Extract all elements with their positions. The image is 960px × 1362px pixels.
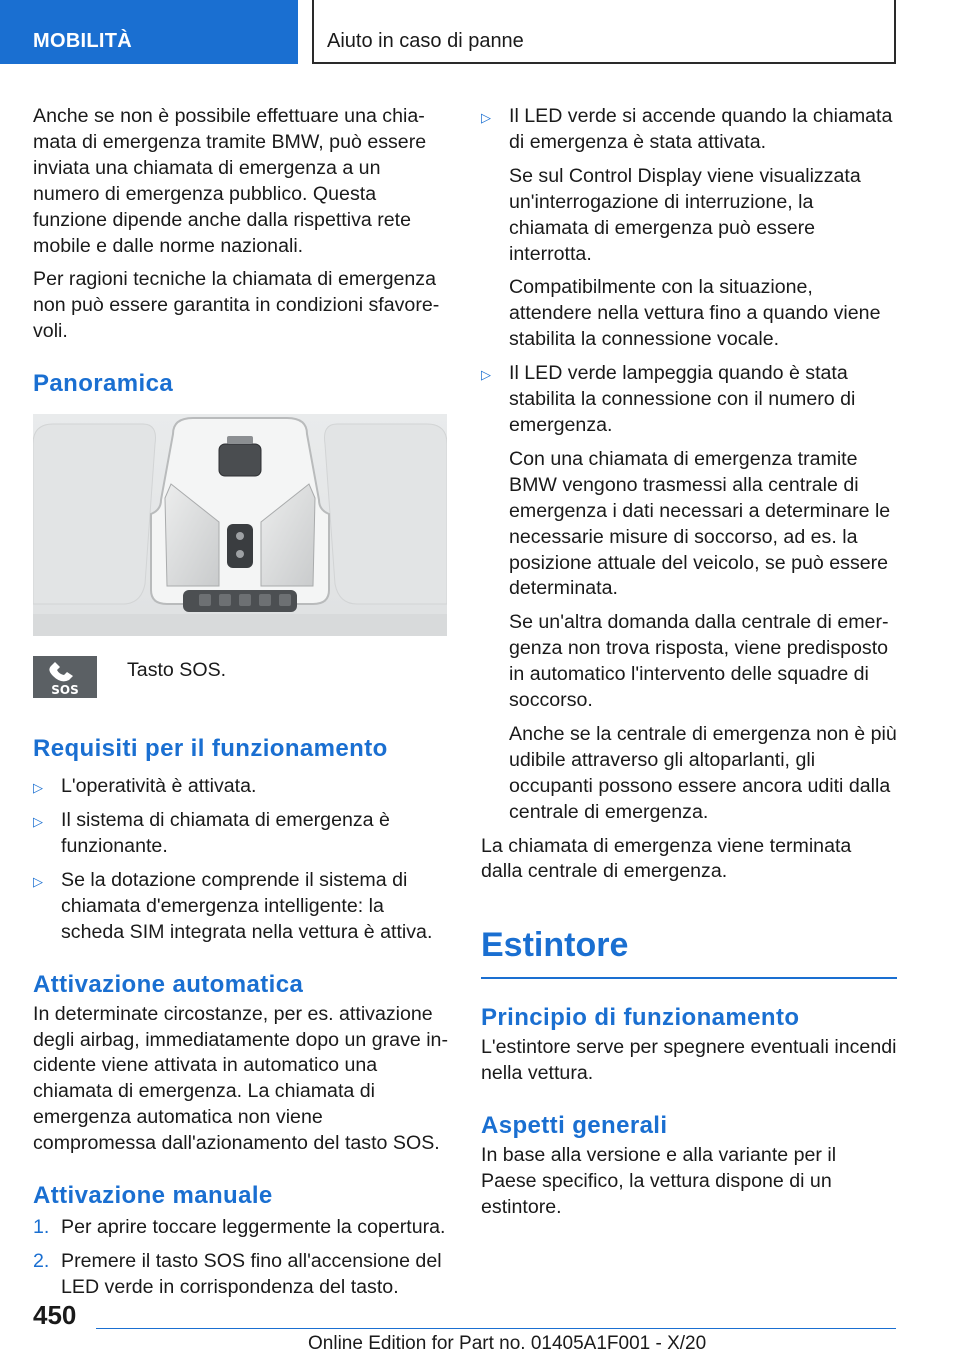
list-item-subparagraph: Anche se la centrale di emergenza non è più udibile attraverso gli altoparlanti, gli occupanti possono essere ancora uditi dalla centrale di emergenza. [509, 722, 897, 823]
right-column [481, 104, 897, 1229]
automatic-activation-text: In determinate circostanze, per es. attivazione degli airbag, immediatamente dopo un grave incidente viene attivata in automatico una chiamata di emergenza. La chiamata di emergenza automatica non viene compromessa dall'azionamento del tasto SOS. [33, 1002, 448, 1155]
step-number: 1. [33, 1216, 50, 1239]
intro-paragraph-1: Anche se non è possibile effettuare una chiamata di emergenza tramite BMW, può essere inviata una chiamata di emergenza a un numero di emergenza pubblico. Questa funzione dipende anche dalla rispettiva rete mobile e dalle norme nazionali. [33, 105, 427, 257]
general-text: In base alla versione e alla variante per il Paese specifico, la vettura dispone di un estintore. [481, 1144, 837, 1218]
requirements-list [33, 774, 449, 945]
left-column [33, 104, 449, 1309]
list-item: ▷ L'operatività è attivata. [33, 774, 449, 800]
sos-button-icon [33, 656, 97, 698]
manual-steps-list [33, 1215, 449, 1301]
overview-heading: Panoramica [33, 370, 174, 398]
section-tab: MOBILITÀ [0, 0, 298, 64]
triangle-bullet-icon: ▷ [33, 780, 43, 796]
list-item: ▷ Il sistema di chiamata di emergenza è funzionante. [33, 809, 390, 857]
list-item: 1. Per aprire toccare leggermente la copertura. [33, 1215, 449, 1241]
page-number: 450 [33, 1300, 77, 1330]
list-item: ▷ Se la dotazione comprende il sistema di chiamata d'emergenza intelligente: la scheda SIM integrata nella vettura è attiva. [33, 868, 433, 943]
step-number: 2. [33, 1249, 50, 1272]
triangle-bullet-icon: ▷ [33, 873, 43, 889]
list-item-subparagraph: Con una chiamata di emergenza tramite BMW vengono trasmessi alla centrale di emergenza i dati necessari a determinare le necessarie misure di soccorso, ad es. la posizione attuale del veicolo, se può essere determinata. [509, 447, 891, 600]
principle-heading: Principio di funzionamento [481, 1004, 800, 1032]
list-item: ▷ Il LED verde lampeggia quando è stata stabilita la connessione con il numero di emergenza. Con una chiamata di emergenza tramite BMW vengono trasmessi alla centrale di emergenza i dati necessari a determinare le necessarie misure di soccorso, ad es. la posizione attuale del veicolo, se può essere determinata. Se un'altra domanda dalla centrale di emergenza non trova risposta, viene predisposto in automatico l'intervento delle squadre di soccorso. Anche se la centrale di emergenza non è più udibile attraverso gli altoparlanti, gli occupanti possono essere ancora uditi dalla centrale di emergenza. [481, 361, 897, 825]
footer-divider [96, 1328, 896, 1329]
manual-activation-heading: Attivazione manuale [33, 1182, 273, 1210]
principle-text: L'estintore serve per spegnere eventuali incendi nella vettura. [481, 1036, 897, 1085]
sos-icon-label: SOS [51, 683, 79, 698]
triangle-bullet-icon: ▷ [481, 367, 491, 383]
intro-paragraph-2: Per ragioni tecniche la chiamata di emergenza non può essere garantita in condizioni sfavorevoli. [33, 268, 440, 343]
list-item: ▷ Il LED verde si accende quando la chiamata di emergenza è stata attivata. Se sul Control Display viene visualizzata un'interrogazione di interruzione, la chiamata di emergenza può essere interrotta. Compatibilmente con la situazione, attendere nella vettura fino a quando viene stabilita la connessione vocale. [481, 104, 897, 353]
list-item-subparagraph: Compatibilmente con la situazione, attendere nella vettura fino a quando viene stabilita la connessione vocale. [509, 276, 881, 351]
triangle-bullet-icon: ▷ [33, 814, 43, 830]
list-item-subparagraph: Se sul Control Display viene visualizzata un'interrogazione di interruzione, la chiamata di emergenza può essere interrotta. [509, 164, 861, 265]
triangle-bullet-icon: ▷ [481, 110, 491, 125]
extinguisher-heading: Estintore [481, 925, 897, 979]
roof-console-photo [33, 414, 447, 636]
sos-caption: Tasto SOS. [127, 659, 227, 682]
chapter-title: Aiuto in caso di panne [312, 0, 896, 64]
sos-button-caption-row [33, 656, 449, 710]
general-heading: Aspetti generali [481, 1112, 668, 1140]
automatic-activation-heading: Attivazione automatica [33, 970, 304, 998]
list-item-subparagraph: Se un'altra domanda dalla centrale di emergenza non trova risposta, viene predisposto in automatico l'intervento delle squadre di soccorso. [509, 611, 889, 712]
led-status-list [481, 104, 897, 826]
list-item: 2. Premere il tasto SOS fino all'accensione del LED verde in corrispondenza del tasto. [33, 1249, 442, 1298]
requirements-heading: Requisiti per il funzionamento [33, 735, 388, 763]
edition-text: Online Edition for Part no. 01405A1F001 - X/20 [308, 1333, 707, 1354]
closing-paragraph: La chiamata di emergenza viene terminata dalla centrale di emergenza. [481, 834, 852, 883]
